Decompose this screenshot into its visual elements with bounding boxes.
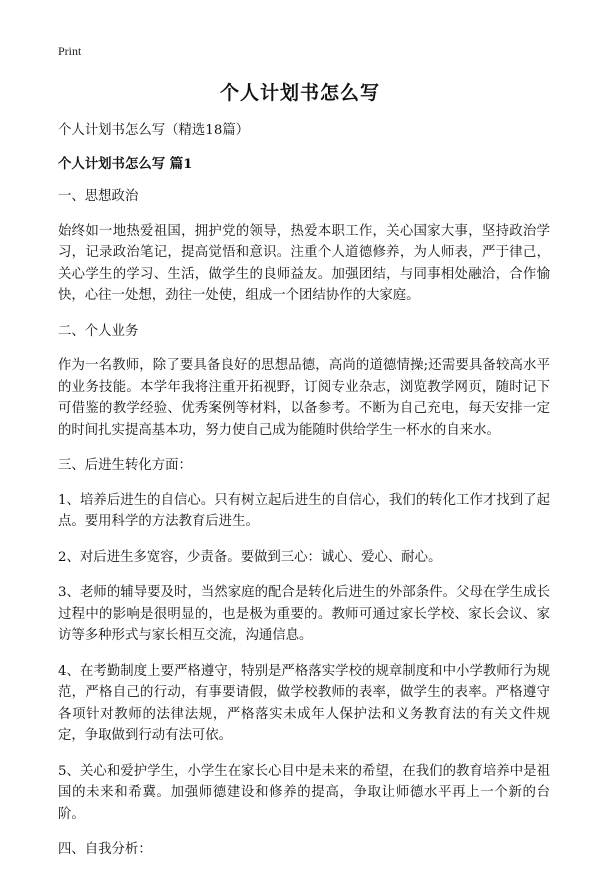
- heading-business: 二、个人业务: [58, 323, 139, 339]
- section-heading: 个人计划书怎么写 篇1: [58, 155, 193, 172]
- paragraph-item-2: 2、对后进生多宽容，少责备。要做到三心：诚心、爱心、耐心。: [58, 549, 442, 565]
- page-title: 个人计划书怎么写: [219, 82, 380, 104]
- paragraph-business: 作为一名教师，除了要具备良好的思想品德，高尚的道德情操;还需要具备较高水平的业务技能。本学年我将注重开拓视野，订阅专业杂志，浏览教学网页，随时记下可借鉴的教学经验、优秀案例等材料，以备参考。不断为自己充电，每天安排一定的时间扎实提高基本功，努力使自己成为能随时供给学生一杯水的自来水。: [58, 358, 550, 438]
- print-link[interactable]: Print: [58, 44, 82, 58]
- paragraph-item-1: 1、培养后进生的自信心。只有树立起后进生的自信心，我们的转化工作才找到了起点。要用科学的方法教育后进生。: [58, 492, 550, 529]
- document-subtitle: 个人计划书怎么写（精选18篇）: [58, 123, 250, 138]
- heading-self-analysis: 四、自我分析：: [58, 842, 152, 857]
- document-body: [58, 120, 550, 874]
- paragraph-item-5: 5、关心和爱护学生，小学生在家长心目中是未来的希望，在我们的教育培养中是祖国的未来和希冀。加强师德建设和修养的提高，争取让师德水平再上一个新的台阶。: [58, 763, 550, 822]
- paragraph-item-4: 4、在考勤制度上要严格遵守，特别是严格落实学校的规章制度和中小学教师行为规范，严格自己的行动，有事要请假，做学校教师的表率，做学生的表率。严格遵守各项针对教师的法律法规，严格落实未成年人保护法和义务教育法的有关文件规定，争取做到行动有法可依。: [58, 663, 550, 743]
- paragraph-politics: 始终如一地热爱祖国，拥护党的领导，热爱本职工作，关心国家大事，坚持政治学习，记录政治笔记，提高觉悟和意识。注重个人道德修养，为人师表，严于律己，关心学生的学习、生活，做学生的良师益友。加强团结，与同事相处融洽，合作愉快，心往一处想，劲往一处使，组成一个团结协作的大家庭。: [58, 223, 550, 303]
- paragraph-item-3: 3、老师的辅导要及时，当然家庭的配合是转化后进生的外部条件。父母在学生成长过程中的影响是很明显的，也是极为重要的。教师可通过家长学校、家长会议、家访等多种形式与家长相互交流，沟通信息。: [58, 585, 550, 643]
- heading-underachiever: 三、后进生转化方面：: [58, 458, 192, 473]
- heading-politics: 一、思想政治: [58, 189, 139, 204]
